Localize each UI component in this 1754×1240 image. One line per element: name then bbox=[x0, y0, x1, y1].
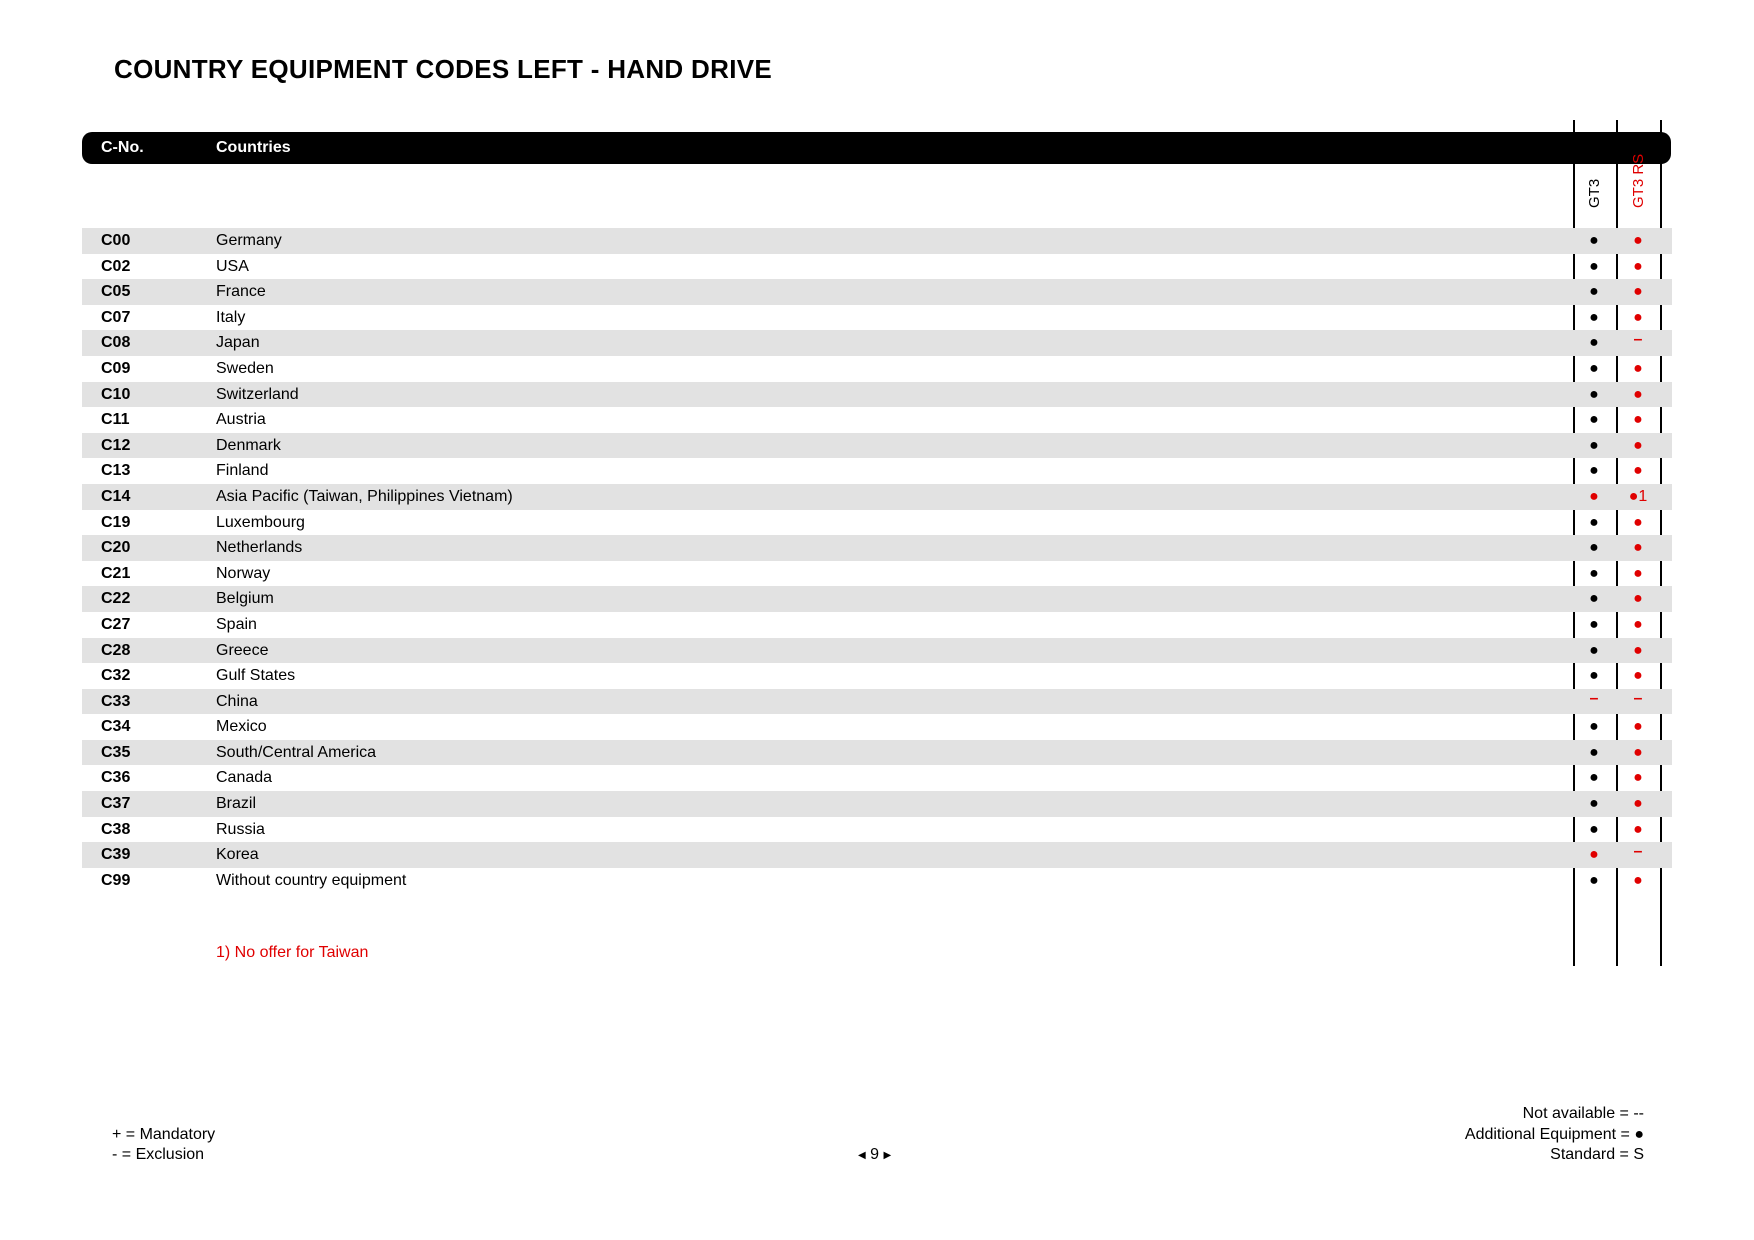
column-header-gt3rs: GT3 RS bbox=[1630, 153, 1647, 208]
country-name: Japan bbox=[216, 334, 260, 352]
country-name: Denmark bbox=[216, 436, 281, 454]
gt3-availability-mark: ● bbox=[1589, 743, 1599, 761]
gt3-availability-mark: ● bbox=[1589, 308, 1599, 326]
table-row bbox=[82, 740, 1672, 766]
country-name: Gulf States bbox=[216, 667, 296, 685]
table-row bbox=[82, 868, 1672, 894]
country-code: C33 bbox=[101, 692, 131, 710]
country-name: Austria bbox=[216, 411, 266, 429]
gt3rs-availability-mark: ● bbox=[1633, 436, 1643, 454]
gt3-availability-mark: ● bbox=[1589, 334, 1599, 352]
legend-not-available: Not available = -- bbox=[1522, 1105, 1644, 1122]
country-code: C99 bbox=[101, 871, 131, 889]
pager bbox=[858, 1146, 891, 1164]
country-code: C13 bbox=[101, 462, 131, 480]
country-code: C07 bbox=[101, 308, 131, 326]
gt3-availability-mark: ● bbox=[1589, 487, 1599, 505]
table-row bbox=[82, 535, 1672, 561]
gt3rs-availability-mark: ● bbox=[1633, 411, 1643, 429]
equipment-code-table bbox=[82, 228, 1672, 893]
table-row bbox=[82, 510, 1672, 536]
table-row bbox=[82, 842, 1672, 868]
table-row bbox=[82, 433, 1672, 459]
country-code: C35 bbox=[101, 743, 131, 761]
gt3-availability-mark: – bbox=[1589, 689, 1599, 707]
country-code: C12 bbox=[101, 436, 131, 454]
gt3rs-availability-mark: ● bbox=[1633, 590, 1643, 608]
table-row bbox=[82, 714, 1672, 740]
country-code: C14 bbox=[101, 487, 131, 505]
gt3rs-availability-mark: ● bbox=[1633, 615, 1643, 633]
gt3-availability-mark: ● bbox=[1589, 769, 1599, 787]
country-code: C05 bbox=[101, 283, 131, 301]
table-row bbox=[82, 638, 1672, 664]
country-code: C02 bbox=[101, 257, 131, 275]
table-row bbox=[82, 382, 1672, 408]
page-title: COUNTRY EQUIPMENT CODES LEFT - HAND DRIVE bbox=[114, 54, 772, 84]
country-name: Luxembourg bbox=[216, 513, 305, 531]
gt3rs-availability-mark: ● bbox=[1633, 871, 1643, 889]
gt3rs-availability-mark: ● bbox=[1633, 641, 1643, 659]
gt3-availability-mark: ● bbox=[1589, 462, 1599, 480]
legend-exclusion: - = Exclusion bbox=[112, 1146, 205, 1163]
gt3-availability-mark: ● bbox=[1589, 283, 1599, 301]
country-name: Spain bbox=[216, 615, 257, 633]
gt3rs-availability-mark: ● bbox=[1633, 539, 1643, 557]
next-page-icon[interactable]: ▶ bbox=[883, 1150, 892, 1161]
country-code: C39 bbox=[101, 846, 131, 864]
gt3rs-availability-mark: ● bbox=[1633, 462, 1643, 480]
gt3rs-availability-mark: – bbox=[1633, 331, 1643, 349]
country-name: Korea bbox=[216, 846, 259, 864]
gt3rs-availability-mark: – bbox=[1633, 689, 1643, 707]
gt3rs-availability-mark: ● bbox=[1633, 232, 1643, 249]
country-code: C00 bbox=[101, 232, 131, 249]
table-row bbox=[82, 791, 1672, 817]
gt3rs-availability-mark: ● bbox=[1633, 820, 1643, 838]
gt3rs-availability-mark: ● bbox=[1633, 718, 1643, 736]
country-code: C19 bbox=[101, 513, 131, 531]
gt3-availability-mark: ● bbox=[1589, 232, 1599, 249]
gt3rs-availability-mark: ● bbox=[1633, 795, 1643, 813]
gt3-availability-mark: ● bbox=[1589, 641, 1599, 659]
country-code: C08 bbox=[101, 334, 131, 352]
country-name: Russia bbox=[216, 820, 265, 838]
gt3rs-availability-mark: ● bbox=[1633, 743, 1643, 761]
gt3-availability-mark: ● bbox=[1589, 590, 1599, 608]
country-code: C38 bbox=[101, 820, 131, 838]
table-row bbox=[82, 356, 1672, 382]
table-row bbox=[82, 663, 1672, 689]
table-row bbox=[82, 254, 1672, 280]
gt3-availability-mark: ● bbox=[1589, 359, 1599, 377]
gt3rs-availability-mark: – bbox=[1633, 843, 1643, 861]
gt3-availability-mark: ● bbox=[1589, 615, 1599, 633]
gt3-availability-mark: ● bbox=[1589, 257, 1599, 275]
country-name: Mexico bbox=[216, 718, 267, 736]
country-name: China bbox=[216, 692, 258, 710]
column-header-gt3: GT3 bbox=[1586, 178, 1603, 208]
country-name: Greece bbox=[216, 641, 269, 659]
page-number: 9 bbox=[870, 1146, 880, 1163]
gt3rs-availability-mark: ● bbox=[1633, 257, 1643, 275]
table-row bbox=[82, 484, 1672, 510]
table-row bbox=[82, 279, 1672, 305]
country-name: Canada bbox=[216, 769, 273, 787]
country-name: Belgium bbox=[216, 590, 274, 608]
gt3rs-availability-mark: ● bbox=[1633, 359, 1643, 377]
footnote: 1) No offer for Taiwan bbox=[216, 944, 369, 961]
country-code: C21 bbox=[101, 564, 131, 582]
column-header-countries: Countries bbox=[216, 139, 291, 156]
gt3rs-availability-mark: ● bbox=[1633, 385, 1643, 403]
gt3-availability-mark: ● bbox=[1589, 513, 1599, 531]
table-row bbox=[82, 330, 1672, 356]
prev-page-icon[interactable]: ◀ bbox=[858, 1150, 866, 1161]
gt3rs-availability-mark: ● bbox=[1633, 769, 1643, 787]
country-code: C28 bbox=[101, 641, 131, 659]
legend-additional-equipment: Additional Equipment = ● bbox=[1464, 1126, 1644, 1143]
country-name: Brazil bbox=[216, 795, 257, 813]
legend-mandatory: + = Mandatory bbox=[112, 1126, 216, 1143]
gt3rs-availability-mark: ● bbox=[1633, 283, 1643, 301]
table-row bbox=[82, 561, 1672, 587]
gt3-availability-mark: ● bbox=[1589, 795, 1599, 813]
table-row bbox=[82, 305, 1672, 331]
gt3-availability-mark: ● bbox=[1589, 846, 1599, 864]
country-name: USA bbox=[216, 257, 249, 275]
country-name: Germany bbox=[216, 232, 282, 249]
country-code: C09 bbox=[101, 359, 131, 377]
country-code: C37 bbox=[101, 795, 131, 813]
country-name: Finland bbox=[216, 462, 269, 480]
gt3rs-availability-mark: ●1 bbox=[1628, 487, 1648, 505]
gt3rs-availability-mark: ● bbox=[1633, 308, 1643, 326]
table-row bbox=[82, 407, 1672, 433]
gt3-availability-mark: ● bbox=[1589, 539, 1599, 557]
country-name: South/Central America bbox=[216, 743, 377, 761]
column-header-code: C-No. bbox=[101, 139, 144, 156]
gt3-availability-mark: ● bbox=[1589, 385, 1599, 403]
gt3-availability-mark: ● bbox=[1589, 564, 1599, 582]
country-name: Switzerland bbox=[216, 385, 299, 403]
gt3-availability-mark: ● bbox=[1589, 436, 1599, 454]
table-row bbox=[82, 586, 1672, 612]
gt3-availability-mark: ● bbox=[1589, 411, 1599, 429]
table-row bbox=[82, 817, 1672, 843]
country-code: C32 bbox=[101, 667, 131, 685]
country-code: C22 bbox=[101, 590, 131, 608]
table-row bbox=[82, 689, 1672, 715]
country-code: C36 bbox=[101, 769, 131, 787]
table-row bbox=[82, 458, 1672, 484]
gt3-availability-mark: ● bbox=[1589, 820, 1599, 838]
country-name: Without country equipment bbox=[216, 871, 407, 889]
country-name: Netherlands bbox=[216, 539, 303, 557]
country-name: Asia Pacific (Taiwan, Philippines Vietnam) bbox=[216, 487, 513, 505]
country-code: C27 bbox=[101, 615, 131, 633]
gt3-availability-mark: ● bbox=[1589, 667, 1599, 685]
gt3rs-availability-mark: ● bbox=[1633, 513, 1643, 531]
country-code: C34 bbox=[101, 718, 131, 736]
gt3rs-availability-mark: ● bbox=[1633, 564, 1643, 582]
gt3-availability-mark: ● bbox=[1589, 871, 1599, 889]
table-header-bar bbox=[82, 132, 1671, 164]
table-row bbox=[82, 612, 1672, 638]
country-name: Italy bbox=[216, 308, 246, 326]
legend-standard: Standard = S bbox=[1550, 1146, 1644, 1163]
country-name: Sweden bbox=[216, 359, 274, 377]
country-code: C11 bbox=[101, 411, 130, 429]
gt3-availability-mark: ● bbox=[1589, 718, 1599, 736]
country-name: Norway bbox=[216, 564, 271, 582]
table-row bbox=[82, 765, 1672, 791]
country-name: France bbox=[216, 283, 266, 301]
table-row bbox=[82, 228, 1672, 254]
country-code: C20 bbox=[101, 539, 131, 557]
gt3rs-availability-mark: ● bbox=[1633, 667, 1643, 685]
country-code: C10 bbox=[101, 385, 131, 403]
